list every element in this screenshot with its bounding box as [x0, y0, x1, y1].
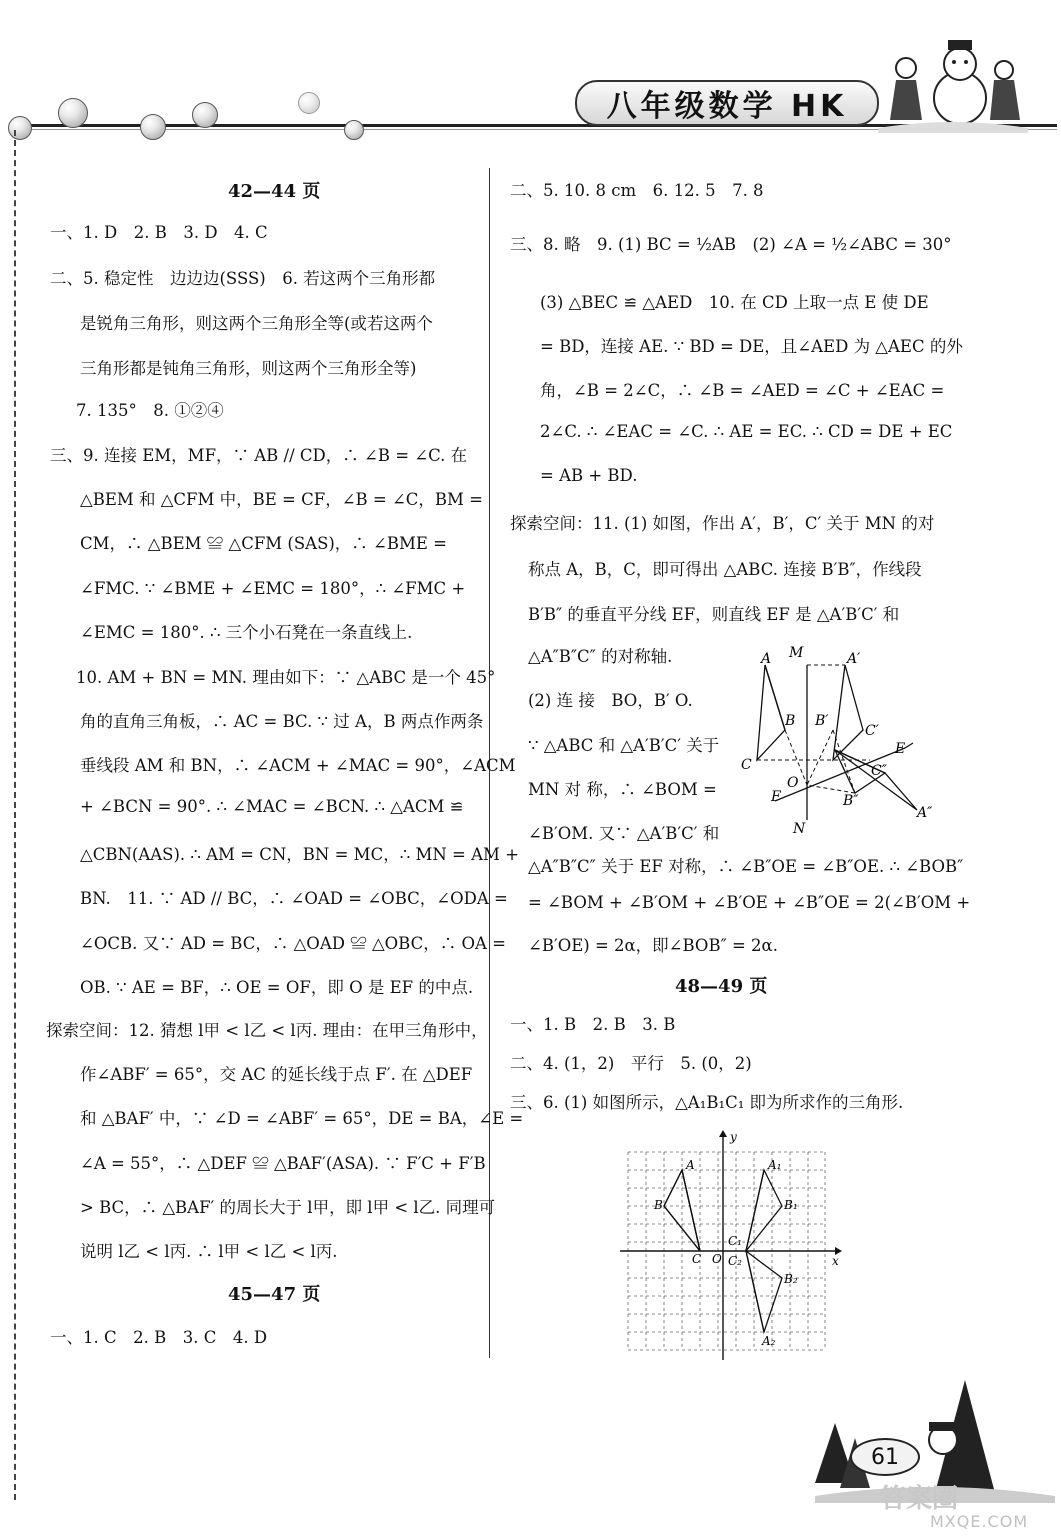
label-E: E [895, 741, 906, 757]
answer-line: △CBN(AAS). ∴ AM = CN，BN = MC，∴ MN = AM + [80, 845, 519, 864]
answer-line: 探索空间：11. (1) 如图，作出 A′，B′，C′ 关于 MN 的对 [510, 514, 935, 533]
label-B: B [785, 713, 796, 729]
coordinate-grid-figure [620, 1125, 850, 1365]
label-A: A [686, 1158, 695, 1172]
label-C: C [741, 757, 752, 773]
answer-line: 三、9. 连接 EM，MF，∵ AB // CD，∴ ∠B = ∠C. 在 [50, 446, 468, 465]
answer-line: 是锐角三角形，则这两个三角形全等(或若这两个 [80, 314, 433, 333]
answer-line: ∠OCB. 又∵ AD = BC，∴ △OAD ≌ △OBC，∴ OA = [80, 934, 506, 953]
answer-line: ∵ △ABC 和 △A′B′C′ 关于 [528, 736, 720, 755]
answer-line: 一、1. C 2. B 3. C 4. D [50, 1328, 268, 1347]
section-title: 45—47 页 [228, 1284, 321, 1305]
label-B2: B₂ [784, 1272, 798, 1286]
answer-line: 二、5. 稳定性 边边边(SSS) 6. 若这两个三角形都 [50, 269, 436, 288]
watermark-url: MXQE.COM [930, 1512, 1029, 1531]
label-C: C [692, 1252, 702, 1266]
answer-line: 三、6. (1) 如图所示，△A₁B₁C₁ 即为所求作的三角形. [510, 1093, 904, 1112]
answer-line: 二、4. (1，2) 平行 5. (0，2) [510, 1054, 752, 1073]
label-N: N [793, 821, 806, 835]
label-A2: A₂ [762, 1334, 776, 1348]
answer-line: (2) 连 接 BO，B′ O. [528, 691, 693, 710]
answer-line: BN. 11. ∵ AD // BC，∴ ∠OAD = ∠OBC，∠ODA = [80, 889, 508, 908]
label-M: M [789, 645, 804, 661]
answer-line: 三角形都是钝角三角形，则这两个三角形全等) [80, 359, 417, 378]
answer-line: △A″B″C″ 关于 EF 对称，∴ ∠B″OE = ∠B″OE. ∴ ∠BOB″ [528, 857, 964, 876]
answer-line: 称点 A，B，C，即可得出 △ABC. 连接 B′B″，作线段 [528, 560, 922, 579]
label-B: B [654, 1198, 663, 1212]
answer-line: 作∠ABF′ = 65°，交 AC 的延长线于点 F′. 在 △DEF [80, 1065, 473, 1084]
header-title: 八年级数学 HK [575, 80, 879, 126]
answer-line: 垂线段 AM 和 BN，∴ ∠ACM + ∠MAC = 90°，∠ACM [80, 756, 516, 775]
label-O: O [787, 775, 799, 791]
answer-line: MN 对 称，∴ ∠BOM = [528, 780, 717, 799]
pearl-decoration [58, 98, 88, 128]
label-A-double-prime: A″ [917, 805, 933, 821]
answer-line: 和 △BAF′ 中，∵ ∠D = ∠ABF′ = 65°，DE = BA，∠E = [80, 1109, 524, 1128]
section-title: 42—44 页 [228, 181, 321, 202]
label-y: y [730, 1130, 737, 1144]
label-A: A [761, 651, 772, 667]
label-B-double-prime: B″ [843, 793, 859, 809]
answer-line: 10. AM + BN = MN. 理由如下：∵ △ABC 是一个 45° [76, 668, 496, 687]
answer-line: ∠A = 55°，∴ △DEF ≌ △BAF′(ASA). ∵ F′C + F′B [80, 1154, 486, 1173]
section-title: 48—49 页 [675, 976, 768, 997]
answer-line: + ∠BCN = 90°. ∴ ∠MAC = ∠BCN. ∴ △ACM ≌ [80, 797, 464, 816]
label-C1: C₁ [728, 1234, 742, 1248]
answer-line: △BEM 和 △CFM 中，BE = CF，∠B = ∠C，BM = [80, 490, 484, 509]
label-C-prime: C′ [865, 723, 879, 739]
answer-line: ∠B′OM. 又∵ △A′B′C′ 和 [528, 824, 720, 843]
pearl-decoration [298, 92, 320, 114]
label-A-prime: A′ [847, 651, 861, 667]
answer-line: 二、5. 10. 8 cm 6. 12. 5 7. 8 [510, 181, 764, 200]
answer-line: 角的直角三角板，∴ AC = BC. ∵ 过 A，B 两点作两条 [80, 712, 484, 731]
pearl-decoration [140, 114, 166, 140]
answer-line: = AB + BD. [540, 466, 638, 485]
answer-line: 三、8. 略 9. (1) BC = ½AB (2) ∠A = ½∠ABC = 30° [510, 235, 952, 254]
binding-guide [14, 130, 16, 1500]
label-B-prime: B′ [815, 713, 829, 729]
pearl-decoration [192, 102, 218, 128]
answer-line: 探索空间：12. 猜想 l甲 < l乙 < l丙. 理由：在甲三角形中， [46, 1021, 488, 1040]
answer-line: OB. ∵ AE = BF，∴ OE = OF，即 O 是 EF 的中点. [80, 978, 474, 997]
answer-line: > BC，∴ △BAF′ 的周长大于 l甲，即 l甲 < l乙. 同理可 [80, 1198, 496, 1217]
label-A1: A₁ [768, 1158, 782, 1172]
label-origin: O [712, 1252, 722, 1266]
answer-line: ∠FMC. ∵ ∠BME + ∠EMC = 180°，∴ ∠FMC + [80, 579, 466, 598]
answer-line: CM，∴ △BEM ≌ △CFM (SAS)，∴ ∠BME = [80, 534, 448, 553]
answer-line: = BD，连接 AE. ∵ BD = DE，且∠AED 为 △AEC 的外 [540, 337, 963, 356]
answer-line: (3) △BEC ≌ △AED 10. 在 CD 上取一点 E 使 DE [540, 293, 929, 312]
label-C2: C₂ [728, 1254, 742, 1268]
answer-line: △A″B″C″ 的对称轴. [528, 647, 673, 666]
label-x: x [832, 1254, 839, 1268]
answer-line: ∠EMC = 180°. ∴ 三个小石凳在一条直线上. [80, 623, 413, 642]
label-C-double-prime: C″ [871, 763, 887, 779]
pearl-decoration [8, 116, 32, 140]
answer-line: 说明 l乙 < l丙. ∴ l甲 < l乙 < l丙. [80, 1242, 338, 1261]
answer-line: 2∠C. ∴ ∠EAC = ∠C. ∴ AE = EC. ∴ CD = DE + EC [540, 422, 953, 441]
answer-line: 一、1. B 2. B 3. B [510, 1015, 676, 1034]
answer-line: B′B″ 的垂直平分线 EF，则直线 EF 是 △A′B′C′ 和 [528, 605, 900, 624]
answer-line: = ∠BOM + ∠B′OM + ∠B′OE + ∠B″OE = 2(∠B′OM + [528, 893, 971, 912]
watermark-logo: 答案圈 [880, 1484, 959, 1514]
pearl-decoration [344, 120, 364, 140]
snowman-kids-illustration [878, 28, 1028, 133]
answer-line: 角，∠B = 2∠C，∴ ∠B = ∠AED = ∠C + ∠EAC = [540, 381, 945, 400]
label-F: F [771, 789, 781, 805]
label-B1: B₁ [784, 1198, 798, 1212]
answer-line: 一、1. D 2. B 3. D 4. C [50, 223, 268, 242]
answer-line: 7. 135° 8. ①②④ [76, 401, 224, 420]
page-number: 61 [850, 1438, 920, 1476]
answer-line: ∠B′OE) = 2α，即∠BOB″ = 2α. [528, 936, 778, 955]
reflection-figure [735, 635, 965, 835]
